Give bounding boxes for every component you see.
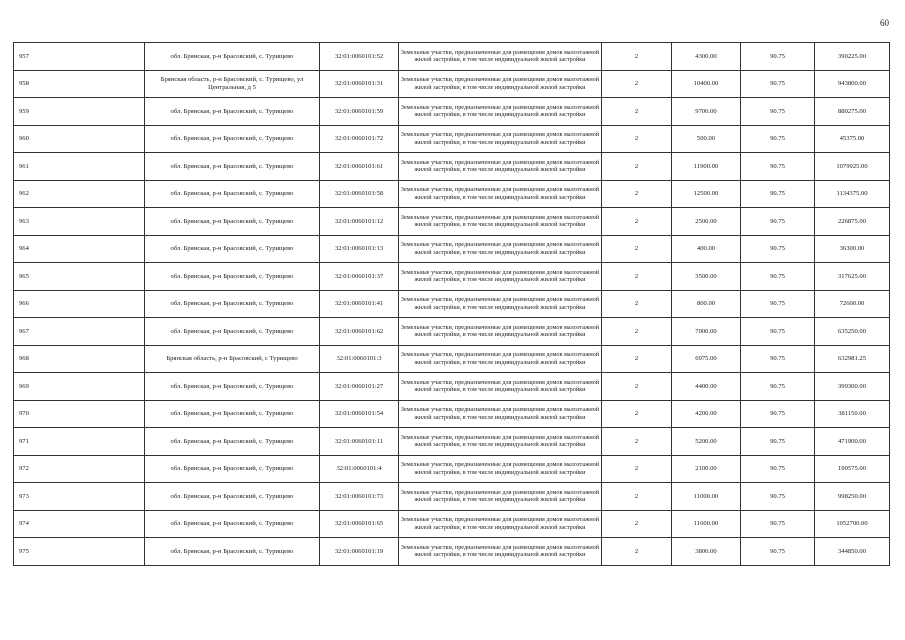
area-cell: 800.00: [672, 290, 741, 318]
category-cell: 2: [602, 180, 672, 208]
land-use-cell: Земельные участки, предназначенные для размещения домов малоэтажной жилой застройки, в том числе индивидуальной жилой застройки: [399, 428, 602, 456]
cadastral-value-cell: 1134375.00: [815, 180, 890, 208]
area-cell: 2500.00: [672, 208, 741, 236]
address-cell: обл. Брянская, р-н Брасовский, с. Турищево: [145, 510, 320, 538]
row-number-cell: 959: [14, 98, 145, 126]
category-cell: 2: [602, 263, 672, 291]
row-number-cell: 965: [14, 263, 145, 291]
land-use-cell: Земельные участки, предназначенные для размещения домов малоэтажной жилой застройки, в том числе индивидуальной жилой застройки: [399, 345, 602, 373]
address-cell: обл. Брянская, р-н Брасовский, с. Турищево: [145, 263, 320, 291]
category-cell: 2: [602, 98, 672, 126]
cadastral-value-cell: 632981.25: [815, 345, 890, 373]
address-cell: обл. Брянская, р-н Брасовский, с. Турищево: [145, 153, 320, 181]
specific-value-cell: 90.75: [741, 428, 815, 456]
land-use-cell: Земельные участки, предназначенные для размещения домов малоэтажной жилой застройки, в том числе индивидуальной жилой застройки: [399, 318, 602, 346]
row-number-cell: 963: [14, 208, 145, 236]
table-row: [14, 43, 890, 71]
cadastral-value-cell: 317625.00: [815, 263, 890, 291]
land-use-cell: Земельные участки, предназначенные для размещения домов малоэтажной жилой застройки, в том числе индивидуальной жилой застройки: [399, 43, 602, 71]
cadastral-value-cell: 390225.00: [815, 43, 890, 71]
specific-value-cell: 90.75: [741, 538, 815, 566]
address-cell: обл. Брянская, р-н Брасовский, с. Турищево: [145, 400, 320, 428]
row-number-cell: 971: [14, 428, 145, 456]
table-row: [14, 290, 890, 318]
category-cell: 2: [602, 510, 672, 538]
area-cell: 4200.00: [672, 400, 741, 428]
area-cell: 12500.00: [672, 180, 741, 208]
table-row: [14, 153, 890, 181]
cadastral-number-cell: 32:01:0060101:72: [320, 125, 399, 153]
category-cell: 2: [602, 455, 672, 483]
address-cell: обл. Брянская, р-н Брасовский, с. Турищево: [145, 43, 320, 71]
area-cell: 10400.00: [672, 70, 741, 98]
area-cell: 11600.00: [672, 510, 741, 538]
land-use-cell: Земельные участки, предназначенные для размещения домов малоэтажной жилой застройки, в том числе индивидуальной жилой застройки: [399, 373, 602, 401]
area-cell: 3800.00: [672, 538, 741, 566]
specific-value-cell: 90.75: [741, 153, 815, 181]
specific-value-cell: 90.75: [741, 290, 815, 318]
category-cell: 2: [602, 538, 672, 566]
area-cell: 4400.00: [672, 373, 741, 401]
cadastral-value-cell: 1052700.00: [815, 510, 890, 538]
cadastral-value-cell: 45375.00: [815, 125, 890, 153]
category-cell: 2: [602, 290, 672, 318]
table-row: [14, 125, 890, 153]
area-cell: 3500.00: [672, 263, 741, 291]
page-number: 60: [880, 18, 889, 28]
cadastral-number-cell: 32:01:0060101:61: [320, 153, 399, 181]
address-cell: обл. Брянская, р-н Брасовский, с. Турищево: [145, 455, 320, 483]
table-row: [14, 70, 890, 98]
cadastral-number-cell: 32:01:0060101:4: [320, 455, 399, 483]
area-cell: 11900.00: [672, 153, 741, 181]
cadastral-number-cell: 32:01:0060101:59: [320, 98, 399, 126]
land-use-cell: Земельные участки, предназначенные для размещения домов малоэтажной жилой застройки, в том числе индивидуальной жилой застройки: [399, 70, 602, 98]
cadastral-value-cell: 998250.00: [815, 483, 890, 511]
specific-value-cell: 90.75: [741, 43, 815, 71]
address-cell: обл. Брянская, р-н Брасовский, с. Турищево: [145, 235, 320, 263]
category-cell: 2: [602, 125, 672, 153]
cadastral-value-table: [13, 42, 890, 566]
table-row: [14, 455, 890, 483]
area-cell: 11000.00: [672, 483, 741, 511]
specific-value-cell: 90.75: [741, 208, 815, 236]
category-cell: 2: [602, 373, 672, 401]
cadastral-number-cell: 32:01:0060101:41: [320, 290, 399, 318]
land-use-cell: Земельные участки, предназначенные для размещения домов малоэтажной жилой застройки, в том числе индивидуальной жилой застройки: [399, 208, 602, 236]
specific-value-cell: 90.75: [741, 400, 815, 428]
table-row: [14, 373, 890, 401]
row-number-cell: 957: [14, 43, 145, 71]
category-cell: 2: [602, 43, 672, 71]
cadastral-number-cell: 32:01:0060101:19: [320, 538, 399, 566]
specific-value-cell: 90.75: [741, 180, 815, 208]
cadastral-value-cell: 36300.00: [815, 235, 890, 263]
address-cell: Брянская область, р-н Брасовский, с. Турищево, ул Центральная, д 5: [145, 70, 320, 98]
area-cell: 7000.00: [672, 318, 741, 346]
category-cell: 2: [602, 235, 672, 263]
row-number-cell: 962: [14, 180, 145, 208]
address-cell: обл. Брянская, р-н Брасовский, с. Турищево: [145, 290, 320, 318]
specific-value-cell: 90.75: [741, 510, 815, 538]
row-number-cell: 974: [14, 510, 145, 538]
cadastral-value-cell: 635250.00: [815, 318, 890, 346]
address-cell: обл. Брянская, р-н Брасовский, с. Турищево: [145, 483, 320, 511]
land-use-cell: Земельные участки, предназначенные для размещения домов малоэтажной жилой застройки, в том числе индивидуальной жилой застройки: [399, 125, 602, 153]
land-use-cell: Земельные участки, предназначенные для размещения домов малоэтажной жилой застройки, в том числе индивидуальной жилой застройки: [399, 510, 602, 538]
address-cell: обл. Брянская, р-н Брасовский, с. Турищево: [145, 180, 320, 208]
row-number-cell: 975: [14, 538, 145, 566]
specific-value-cell: 90.75: [741, 98, 815, 126]
cadastral-number-cell: 32:01:0060101:52: [320, 43, 399, 71]
cadastral-value-cell: 399300.00: [815, 373, 890, 401]
land-use-cell: Земельные участки, предназначенные для размещения домов малоэтажной жилой застройки, в том числе индивидуальной жилой застройки: [399, 483, 602, 511]
specific-value-cell: 90.75: [741, 70, 815, 98]
cadastral-number-cell: 32:01:0060101:27: [320, 373, 399, 401]
cadastral-number-cell: 32:01:0060101:65: [320, 510, 399, 538]
table-row: [14, 263, 890, 291]
land-use-cell: Земельные участки, предназначенные для размещения домов малоэтажной жилой застройки, в том числе индивидуальной жилой застройки: [399, 153, 602, 181]
cadastral-value-cell: 880275.00: [815, 98, 890, 126]
cadastral-number-cell: 32:01:0060101:3: [320, 345, 399, 373]
cadastral-value-cell: 190575.00: [815, 455, 890, 483]
cadastral-number-cell: 32:01:0060101:62: [320, 318, 399, 346]
row-number-cell: 960: [14, 125, 145, 153]
table-row: [14, 345, 890, 373]
cadastral-value-cell: 344850.00: [815, 538, 890, 566]
category-cell: 2: [602, 318, 672, 346]
category-cell: 2: [602, 400, 672, 428]
area-cell: 500.00: [672, 125, 741, 153]
land-use-cell: Земельные участки, предназначенные для размещения домов малоэтажной жилой застройки, в том числе индивидуальной жилой застройки: [399, 98, 602, 126]
area-cell: 6975.00: [672, 345, 741, 373]
category-cell: 2: [602, 345, 672, 373]
specific-value-cell: 90.75: [741, 483, 815, 511]
row-number-cell: 961: [14, 153, 145, 181]
table-row: [14, 428, 890, 456]
table-row: [14, 98, 890, 126]
land-use-cell: Земельные участки, предназначенные для размещения домов малоэтажной жилой застройки, в том числе индивидуальной жилой застройки: [399, 455, 602, 483]
land-use-cell: Земельные участки, предназначенные для размещения домов малоэтажной жилой застройки, в том числе индивидуальной жилой застройки: [399, 538, 602, 566]
address-cell: обл. Брянская, р-н Брасовский, с. Турищево: [145, 373, 320, 401]
table-row: [14, 510, 890, 538]
address-cell: обл. Брянская, р-н Брасовский, с. Турищево: [145, 98, 320, 126]
row-number-cell: 958: [14, 70, 145, 98]
table-row: [14, 483, 890, 511]
specific-value-cell: 90.75: [741, 263, 815, 291]
row-number-cell: 973: [14, 483, 145, 511]
specific-value-cell: 90.75: [741, 318, 815, 346]
category-cell: 2: [602, 428, 672, 456]
area-cell: 4300.00: [672, 43, 741, 71]
address-cell: обл. Брянская, р-н Брасовский, с. Турищево: [145, 208, 320, 236]
specific-value-cell: 90.75: [741, 235, 815, 263]
address-cell: обл. Брянская, р-н Брасовский, с. Турищево: [145, 428, 320, 456]
area-cell: 400.00: [672, 235, 741, 263]
cadastral-value-cell: 72600.00: [815, 290, 890, 318]
table-row: [14, 235, 890, 263]
row-number-cell: 966: [14, 290, 145, 318]
specific-value-cell: 90.75: [741, 373, 815, 401]
land-use-cell: Земельные участки, предназначенные для размещения домов малоэтажной жилой застройки, в том числе индивидуальной жилой застройки: [399, 290, 602, 318]
cadastral-value-cell: 471900.00: [815, 428, 890, 456]
cadastral-number-cell: 32:01:0060101:37: [320, 263, 399, 291]
cadastral-number-cell: 32:01:0060101:11: [320, 428, 399, 456]
area-cell: 5200.00: [672, 428, 741, 456]
row-number-cell: 972: [14, 455, 145, 483]
land-use-cell: Земельные участки, предназначенные для размещения домов малоэтажной жилой застройки, в том числе индивидуальной жилой застройки: [399, 180, 602, 208]
cadastral-number-cell: 32:01:0060101:54: [320, 400, 399, 428]
area-cell: 9700.00: [672, 98, 741, 126]
cadastral-value-cell: 226875.00: [815, 208, 890, 236]
land-use-cell: Земельные участки, предназначенные для размещения домов малоэтажной жилой застройки, в том числе индивидуальной жилой застройки: [399, 235, 602, 263]
cadastral-number-cell: 32:01:0060101:58: [320, 180, 399, 208]
address-cell: обл. Брянская, р-н Брасовский, с. Турищево: [145, 538, 320, 566]
row-number-cell: 964: [14, 235, 145, 263]
specific-value-cell: 90.75: [741, 455, 815, 483]
category-cell: 2: [602, 70, 672, 98]
row-number-cell: 970: [14, 400, 145, 428]
category-cell: 2: [602, 208, 672, 236]
cadastral-value-cell: 943800.00: [815, 70, 890, 98]
cadastral-number-cell: 32:01:0060101:31: [320, 70, 399, 98]
cadastral-value-cell: 1079925.00: [815, 153, 890, 181]
address-cell: обл. Брянская, р-н Брасовский, с. Турищево: [145, 125, 320, 153]
specific-value-cell: 90.75: [741, 345, 815, 373]
cadastral-number-cell: 32:01:0060101:13: [320, 235, 399, 263]
table-row: [14, 180, 890, 208]
address-cell: обл. Брянская, р-н Брасовский, с. Турищево: [145, 318, 320, 346]
cadastral-number-cell: 32:01:0060101:73: [320, 483, 399, 511]
row-number-cell: 969: [14, 373, 145, 401]
cadastral-number-cell: 32:01:0060101:12: [320, 208, 399, 236]
table-row: [14, 400, 890, 428]
land-use-cell: Земельные участки, предназначенные для размещения домов малоэтажной жилой застройки, в том числе индивидуальной жилой застройки: [399, 263, 602, 291]
specific-value-cell: 90.75: [741, 125, 815, 153]
address-cell: Брянская область, р-н Брасовский, с Турищево: [145, 345, 320, 373]
table-row: [14, 318, 890, 346]
table-row: [14, 208, 890, 236]
table-body: [14, 43, 890, 566]
cadastral-value-cell: 381150.00: [815, 400, 890, 428]
area-cell: 2100.00: [672, 455, 741, 483]
category-cell: 2: [602, 153, 672, 181]
land-use-cell: Земельные участки, предназначенные для размещения домов малоэтажной жилой застройки, в том числе индивидуальной жилой застройки: [399, 400, 602, 428]
row-number-cell: 968: [14, 345, 145, 373]
row-number-cell: 967: [14, 318, 145, 346]
table-row: [14, 538, 890, 566]
category-cell: 2: [602, 483, 672, 511]
